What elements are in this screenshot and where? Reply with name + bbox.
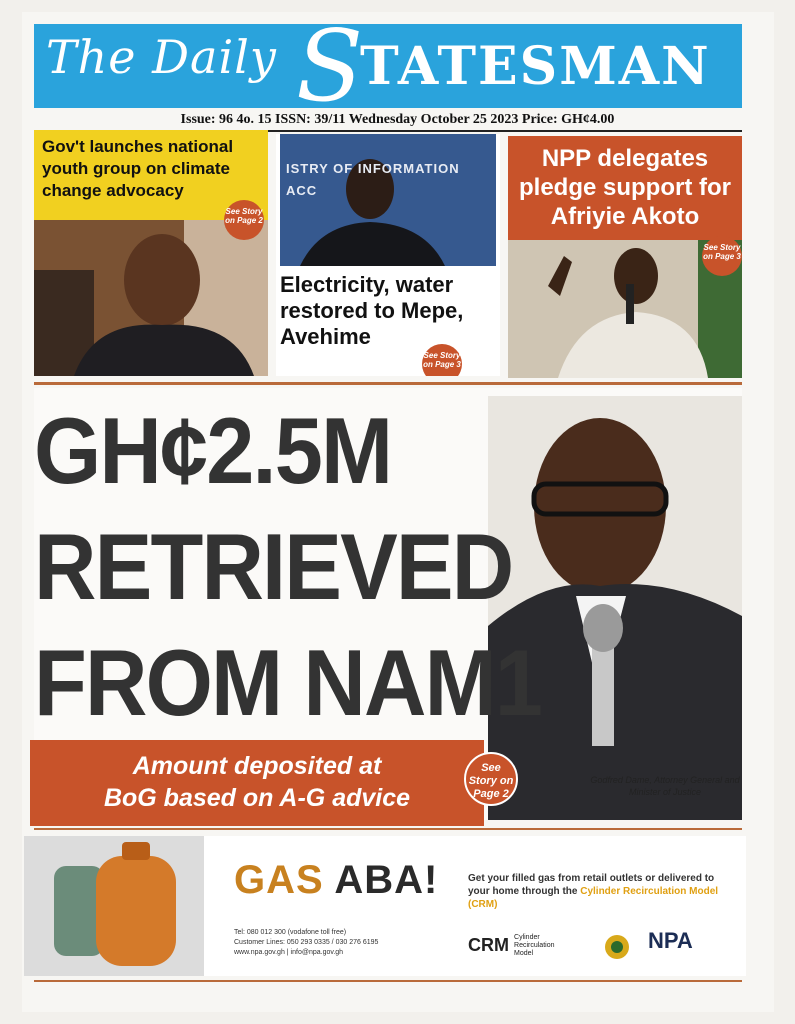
bottom-rule <box>34 980 742 982</box>
advert-title-aba: ABA! <box>334 858 439 902</box>
mid-rule <box>34 382 742 385</box>
story-youth-panel[interactable] <box>34 130 268 376</box>
minister-photo-backdrop-text: ISTRY OF INFORMATION ACC <box>286 161 460 198</box>
photo-caption: Godfred Dame, Attorney General and Minister of Justice <box>590 775 740 797</box>
advert-tel: Tel: 080 012 300 (vodafone toll free) <box>234 929 347 936</box>
story-npp-see-badge: See Story on Page 3 <box>702 236 742 276</box>
advert-title <box>234 858 438 903</box>
advert-tagline-crm: Cylinder Recirculation Model (CRM) <box>468 886 719 910</box>
story-youth-headline: Gov't launches national youth group on climate change advocacy <box>34 130 268 220</box>
advert-tagline-text: Get your filled gas from retail outlets or delivered to your home through the <box>468 873 715 897</box>
lead-subhead-line2: BoG based on A-G advice <box>103 784 411 812</box>
masthead-statesman: TATESMAN <box>360 36 711 97</box>
gas-cylinder-icon <box>24 836 204 976</box>
ghana-coat-of-arms-icon <box>604 934 630 960</box>
masthead-big-s: S <box>296 24 364 108</box>
gas-aba-advert[interactable] <box>24 836 746 976</box>
lead-headline-line2: RETRIEVED <box>34 514 513 619</box>
crm-logo-text: CRM <box>468 934 509 955</box>
lead-subhead-line1: Amount deposited at <box>132 752 382 780</box>
advert-contacts <box>234 928 378 958</box>
story-mepe-headline: Electricity, water restored to Mepe, Avehime <box>280 272 464 349</box>
npa-logo: NPA <box>648 928 693 953</box>
story-mepe-panel[interactable] <box>276 134 500 376</box>
advert-title-gas: GAS <box>234 858 324 902</box>
crm-logo <box>468 934 574 958</box>
masthead-the-daily: The Daily <box>46 30 277 84</box>
story-youth-see-badge: See Story on Page 2 <box>224 200 264 240</box>
lead-headline-line1: GH¢2.5M <box>34 398 392 503</box>
story-npp-headline: NPP delegates pledge support for Afriyie Akoto <box>508 136 742 240</box>
lead-headline-line3: FROM NAM1 <box>34 630 542 735</box>
advert-web: www.npa.gov.gh | info@npa.gov.gh <box>234 949 344 956</box>
masthead <box>34 24 742 108</box>
crm-logo-sub: Cylinder Recirculation Model <box>514 934 555 957</box>
lead-see-badge: See Story on Page 2 <box>464 752 518 806</box>
lower-rule <box>34 828 742 830</box>
story-npp-panel[interactable] <box>508 136 742 378</box>
attorney-general-photo <box>488 396 742 820</box>
story-mepe-see-badge: See Story on Page 3 <box>422 344 462 376</box>
lead-subhead-banner <box>30 740 484 826</box>
minister-photo <box>280 134 496 266</box>
advert-customer-lines: Customer Lines: 050 293 0335 / 030 276 6195 <box>234 939 379 946</box>
issue-line: Issue: 96 4o. 15 ISSN: 39/11 Wednesday October 25 2023 Price: GH¢4.00 <box>180 112 615 127</box>
advert-tagline <box>468 872 738 911</box>
